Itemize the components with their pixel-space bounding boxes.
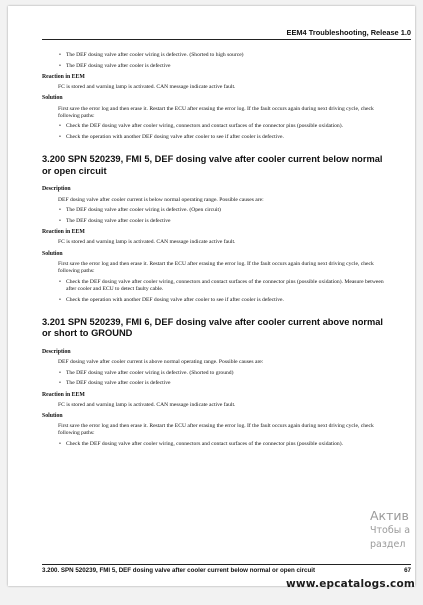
activation-line: раздел xyxy=(370,539,406,550)
solution-heading: Solution xyxy=(42,250,63,257)
section-title: 3.200 SPN 520239, FMI 5, DEF dosing valve after cooler current below normal or open circuit xyxy=(42,154,383,176)
reaction-heading: Reaction in EEM xyxy=(42,73,85,80)
page-footer xyxy=(42,564,411,574)
cause-list xyxy=(42,207,387,225)
reaction-text: FC is stored and warning lamp is activated. CAN message indicate active fault. xyxy=(58,84,236,91)
solution-heading: Solution xyxy=(42,412,63,419)
list-item: • The DEF dosing valve after cooler is defective xyxy=(42,63,387,70)
list-item: • Check the DEF dosing valve after cooler wiring, connectors and contact surfaces of the connector pins (possible oxidation). xyxy=(42,123,387,130)
list-item: • Check the DEF dosing valve after cooler wiring, connectors and contact surfaces of the connector pins (possible oxidation). xyxy=(42,441,387,448)
list-item: • The DEF dosing valve after cooler wiring is defective. (Open circuit) xyxy=(42,207,387,214)
solution-heading: Solution xyxy=(42,95,63,102)
solution-text: First save the error log and then erase it. Restart the ECU after erasing the error log. If the fault occurs again during next driving cycle, check following paths: xyxy=(58,423,374,437)
solution-text: First save the error log and then erase it. Restart the ECU after erasing the error log. If the fault occurs again during next driving cycle, check following paths: xyxy=(58,105,374,119)
list-item: • The DEF dosing valve after cooler is defective xyxy=(42,218,387,225)
activation-line: Актив xyxy=(370,508,409,523)
page-number: 67 xyxy=(404,567,411,574)
header-title: EEM4 Troubleshooting, Release 1.0 xyxy=(286,28,411,37)
activation-overlay xyxy=(370,508,423,552)
cause-list xyxy=(42,52,387,70)
description-text: DEF dosing valve after cooler current is below normal operating range. Possible causes are: xyxy=(58,196,264,203)
cause-list xyxy=(42,370,387,388)
document-page xyxy=(8,6,415,586)
activation-line: Чтобы а xyxy=(370,525,411,536)
description-heading: Description xyxy=(42,348,71,355)
solution-list xyxy=(42,441,387,448)
solution-list xyxy=(42,279,387,304)
solution-list xyxy=(42,123,387,141)
list-item: • Check the operation with another DEF dosing valve after cooler to see if after cooler is defective. xyxy=(42,134,387,141)
list-item: • The DEF dosing valve after cooler wiring is defective. (Shorted to ground) xyxy=(42,370,387,377)
description-text: DEF dosing valve after cooler current is above normal operating range. Possible causes are: xyxy=(58,358,264,365)
section-title: 3.201 SPN 520239, FMI 6, DEF dosing valve after cooler current above normal or short to GROUND xyxy=(42,316,384,339)
page-header xyxy=(42,28,411,40)
page-content xyxy=(42,52,387,452)
watermark: www.epcatalogs.com xyxy=(285,578,415,590)
reaction-text: FC is stored and warning lamp is activated. CAN message indicate active fault. xyxy=(58,401,236,408)
footer-text: 3.200. SPN 520239, FMI 5, DEF dosing valve after cooler current below normal or open circuit xyxy=(42,567,316,574)
list-item: • The DEF dosing valve after cooler is defective xyxy=(42,380,387,387)
reaction-text: FC is stored and warning lamp is activated. CAN message indicate active fault. xyxy=(58,239,236,246)
reaction-heading: Reaction in EEM xyxy=(42,229,85,236)
list-item: • Check the operation with another DEF dosing valve after cooler to see if after cooler is defective. xyxy=(42,297,387,304)
solution-text: First save the error log and then erase it. Restart the ECU after erasing the error log. If the fault occurs again during next driving cycle, check following paths: xyxy=(58,260,374,274)
list-item: • The DEF dosing valve after cooler wiring is defective. (Shorted to high source) xyxy=(42,52,387,59)
list-item: • Check the DEF dosing valve after cooler wiring, connectors and contact surfaces of the connector pins (possible oxidation). Measure between after cooler and ECU to detect faulty cable. xyxy=(42,279,387,293)
description-heading: Description xyxy=(42,186,71,193)
reaction-heading: Reaction in EEM xyxy=(42,391,85,398)
